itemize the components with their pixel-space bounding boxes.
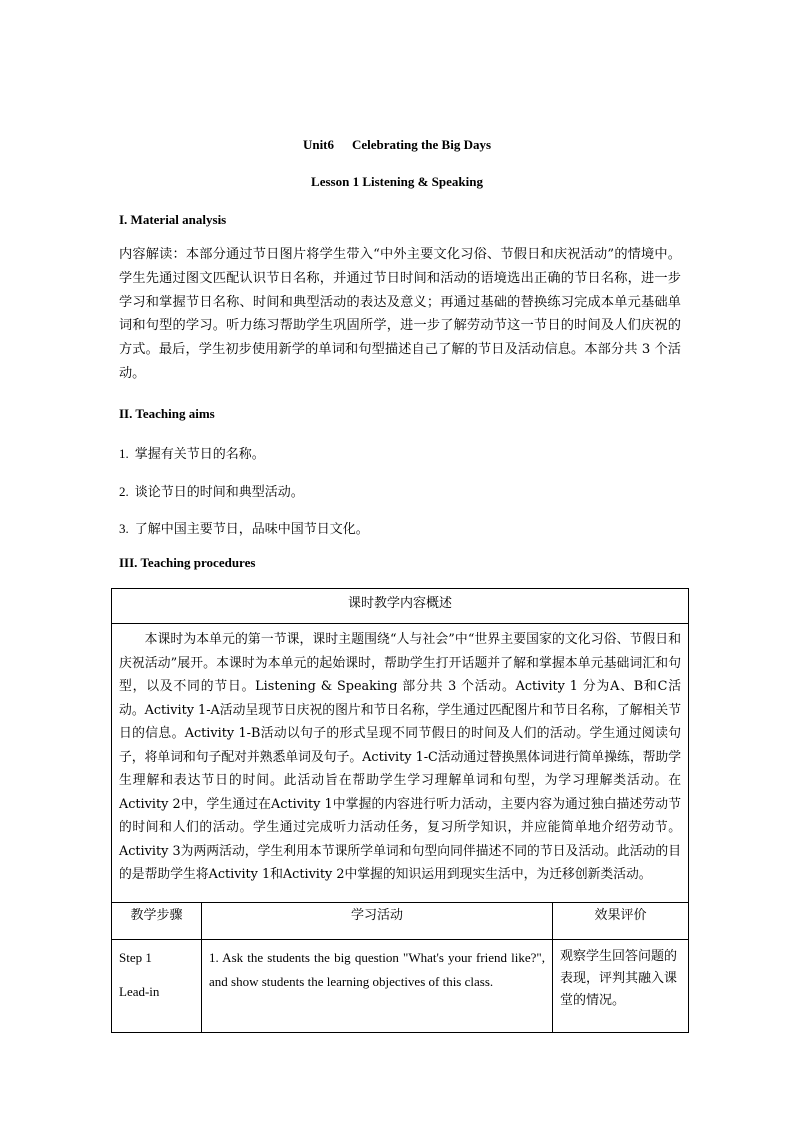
material-analysis-heading: I. Material analysis <box>119 212 227 227</box>
aim-number: 1. <box>119 446 129 461</box>
material-analysis-text: 内容解读：本部分通过节日图片将学生带入“中外主要文化习俗、节假日和庆祝活动”的情境中。学生先通过图文匹配认识节日名称，并通过节日时间和活动的语境选出正确的节日名称，进一步学习和掌握节日名称、时间和典型活动的表达及意义；再通过基础的替换练习完成本单元基础单词和句型的学习。听力练习帮助学生巩固所学，进一步了解劳动节这一节日的时间及人们庆祝的方式。最后，学生初步使用新学的单词和句型描述自己了解的节日及活动信息。本部分共 3 个活动。 <box>119 247 681 381</box>
aim-number: 2. <box>119 484 129 499</box>
aim-item <box>119 481 304 500</box>
unit-title: Celebrating the Big Days <box>352 137 492 152</box>
overview-text: 本课时为本单元的第一节课，课时主题围绕“人与社会”中“世界主要国家的文化习俗、节假日和庆祝活动”展开。本课时为本单元的起始课时，帮助学生打开话题并了解和掌握本单元基础词汇和句型，以及不同的节日。Listening & Speaking 部分共 3 个活动。Activity 1 分为A、B和C活动。Activity 1-A活动呈现节日庆祝的图片和节日名称，学生通过匹配图片和节日名称，了解相关节日的信息。Activity 1-B活动以句子的形式呈现不同节假日的时间及人们的活动。学生通过阅读句子，将单词和句子配对并熟悉单词及句子。Activity 1-C活动通过替换黑体词进行简单操练，帮助学生理解和表达节日的时间。此活动旨在帮助学生学习理解单词和句型，为学习理解类活动。在Activity 2中，学生通过在Activity 1中掌握的内容进行听力活动，主要内容为通过独白描述劳动节的时间和人们的活动。学生通过完成听力活动任务，复习所学知识，并应能简单地介绍劳动节。Activity 3为两两活动，学生利用本节课所学单词和句型向同伴描述不同的节日及活动。此活动的目的是帮助学生将Activity 1和Activity 2中掌握的知识运用到现实生活中，为迁移创新类活动。 <box>112 624 689 903</box>
step-number: Step 1 <box>119 950 152 965</box>
teaching-procedures-heading: III. Teaching procedures <box>119 555 256 570</box>
teaching-aims-heading: II. Teaching aims <box>119 406 215 421</box>
step-cell <box>112 940 202 1033</box>
column-header-row <box>112 903 689 940</box>
aim-text: 掌握有关节日的名称。 <box>134 447 265 462</box>
overview-title: 课时教学内容概述 <box>112 589 689 624</box>
procedures-table <box>111 588 689 1033</box>
overview-body-row <box>112 624 689 903</box>
step-name: Lead-in <box>119 984 160 999</box>
activity-cell: 1. Ask the students the big question "What's your friend like?", and show students the learning objectives of this class. <box>202 940 553 1033</box>
overview-title-row <box>112 589 689 624</box>
document-title <box>0 137 794 153</box>
aim-item <box>119 443 265 462</box>
eval-cell: 观察学生回答问题的表现，评判其融入课堂的情况。 <box>553 940 689 1033</box>
unit-number: Unit6 <box>302 137 335 152</box>
col-header-activity: 学习活动 <box>202 903 553 940</box>
lesson-title: Lesson 1 Listening & Speaking <box>311 174 483 189</box>
aim-number: 3. <box>119 521 129 536</box>
col-header-eval: 效果评价 <box>553 903 689 940</box>
col-header-step: 教学步骤 <box>112 903 202 940</box>
table-row <box>112 940 689 1033</box>
aim-item <box>119 518 369 537</box>
aim-text: 了解中国主要节日，品味中国节日文化。 <box>134 522 369 537</box>
aim-text: 谈论节日的时间和典型活动。 <box>134 485 304 500</box>
